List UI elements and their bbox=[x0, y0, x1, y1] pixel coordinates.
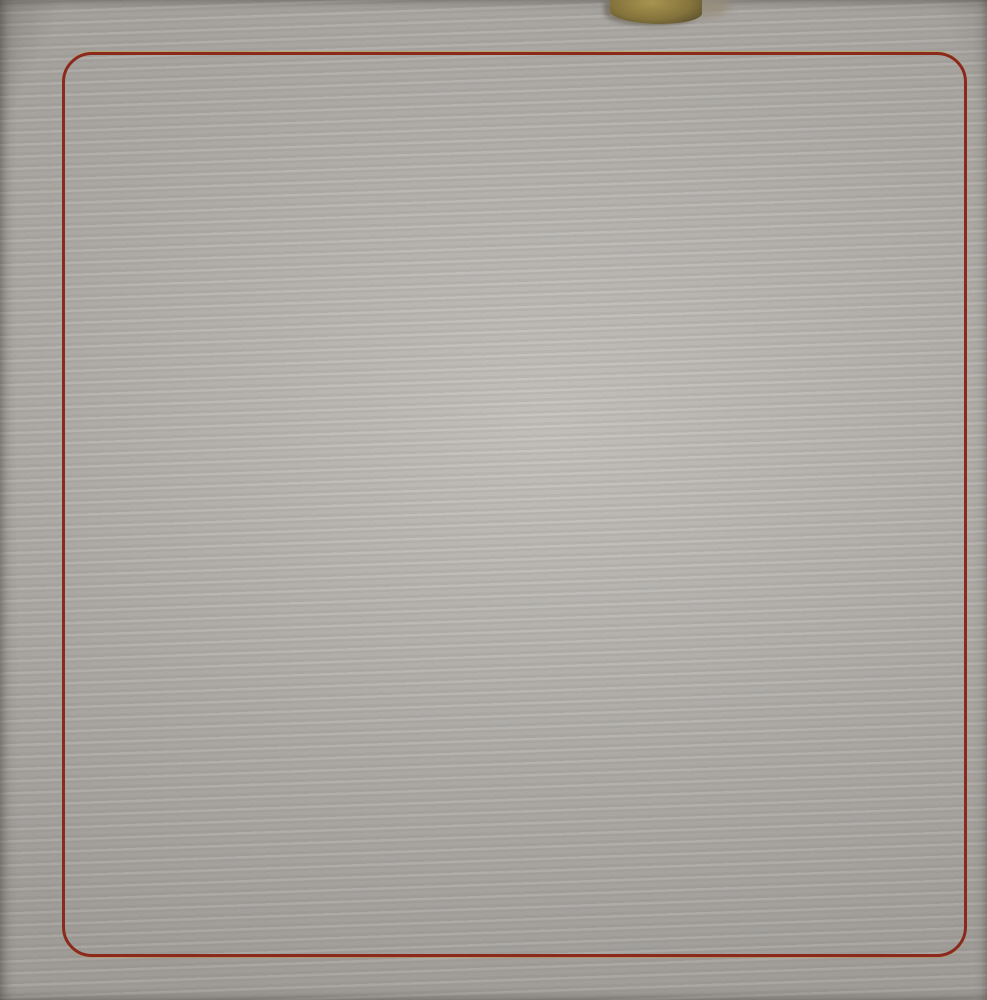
menu-item-row bbox=[100, 634, 934, 662]
menu-item-row bbox=[100, 161, 934, 189]
menu-item-row bbox=[100, 246, 934, 274]
menu-item-row bbox=[100, 606, 934, 634]
section-items-pasta bbox=[100, 161, 934, 274]
menu-item-row bbox=[100, 486, 934, 514]
section-items-meat bbox=[100, 549, 934, 690]
menu-item-row bbox=[100, 429, 934, 457]
menu-item-row bbox=[100, 189, 934, 217]
menu-item-row bbox=[100, 401, 934, 429]
menu-item-row bbox=[100, 549, 934, 577]
menu-item-row bbox=[100, 577, 934, 605]
menu-item-row bbox=[100, 372, 934, 400]
menu-item-row bbox=[100, 662, 934, 690]
menu-item-row bbox=[100, 218, 934, 246]
menu-content bbox=[62, 52, 967, 957]
section-items-poultry bbox=[100, 344, 934, 514]
menu-item-row bbox=[100, 457, 934, 485]
menu-item-row bbox=[100, 344, 934, 372]
paper-damage bbox=[610, 0, 702, 24]
